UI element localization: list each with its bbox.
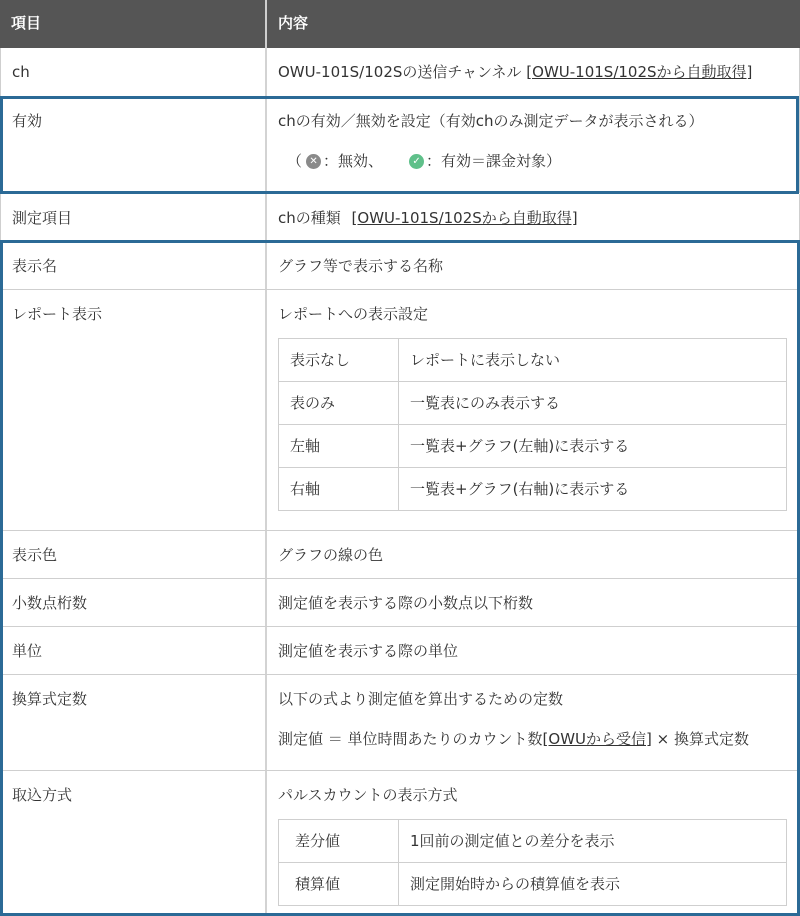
table-row: 右軸 一覧表+グラフ(右軸)に表示する — [279, 468, 787, 511]
intake-desc: パルスカウントの表示方式 — [278, 786, 458, 804]
row-content — [267, 675, 800, 770]
row-ch — [0, 48, 800, 97]
row-label: 測定項目 — [0, 194, 267, 241]
enabled-note — [278, 151, 788, 171]
table-row: 左軸 一覧表+グラフ(左軸)に表示する — [279, 425, 787, 468]
owu-receive-link[interactable]: [OWUから受信] — [542, 730, 652, 748]
row-enabled — [0, 97, 800, 193]
row-content: グラフ等で表示する名称 — [267, 242, 800, 289]
conversion-desc: 以下の式より測定値を算出するための定数 — [278, 690, 564, 708]
row-label: 有効 — [0, 97, 267, 192]
row-decimals — [0, 579, 800, 627]
row-color — [0, 531, 800, 579]
row-label: ch — [0, 48, 267, 96]
check-circle-icon: ✓ — [409, 154, 424, 169]
enabled-desc: chの有効／無効を設定（有効chのみ測定データが表示される） — [278, 112, 704, 130]
conversion-formula: 測定値 ＝ 単位時間あたりのカウント数[OWUから受信] × 換算式定数 — [278, 730, 749, 748]
row-display-name — [0, 242, 800, 290]
header-col-content: 内容 — [278, 14, 309, 32]
row-content — [267, 48, 800, 96]
table-row: 差分値 1回前の測定値との差分を表示 — [279, 820, 787, 863]
report-options-table — [278, 338, 787, 511]
table-row: 表のみ 一覧表にのみ表示する — [279, 382, 787, 425]
table-row: 表示なし レポートに表示しない — [279, 339, 787, 382]
row-label: 換算式定数 — [0, 675, 267, 770]
row-content: 測定値を表示する際の単位 — [267, 627, 800, 674]
table-row: 積算値 測定開始時からの積算値を表示 — [279, 863, 787, 906]
row-label: 単位 — [0, 627, 267, 674]
measure-desc: chの種類 — [278, 209, 341, 227]
row-conversion — [0, 675, 800, 771]
report-desc: レポートへの表示設定 — [278, 305, 429, 323]
row-content: 測定値を表示する際の小数点以下桁数 — [267, 579, 800, 626]
row-content — [267, 771, 800, 915]
row-report — [0, 290, 800, 531]
note-open: （ — [287, 152, 303, 170]
note-invalid: ：無効、 — [323, 152, 384, 170]
row-measure-item — [0, 194, 800, 242]
row-label: 表示名 — [0, 242, 267, 289]
row-content — [267, 290, 800, 530]
row-label: 取込方式 — [0, 771, 267, 915]
header-col-item: 項目 — [0, 0, 267, 48]
row-label: レポート表示 — [0, 290, 267, 530]
row-content: グラフの線の色 — [267, 531, 800, 578]
auto-fetch-link[interactable]: [OWU-101S/102Sから自動取得] — [351, 209, 578, 227]
ch-desc: OWU-101S/102Sの送信チャンネル — [278, 63, 522, 81]
x-circle-icon: ✕ — [306, 154, 321, 169]
row-label: 小数点桁数 — [0, 579, 267, 626]
row-intake — [0, 771, 800, 916]
auto-fetch-link[interactable]: [OWU-101S/102Sから自動取得] — [526, 63, 753, 81]
row-label: 表示色 — [0, 531, 267, 578]
table-header — [0, 0, 800, 48]
note-valid: ：有効＝課金対象） — [426, 152, 562, 170]
row-content — [267, 97, 800, 192]
intake-options-table — [278, 819, 787, 906]
row-unit — [0, 627, 800, 675]
row-content — [267, 194, 800, 241]
